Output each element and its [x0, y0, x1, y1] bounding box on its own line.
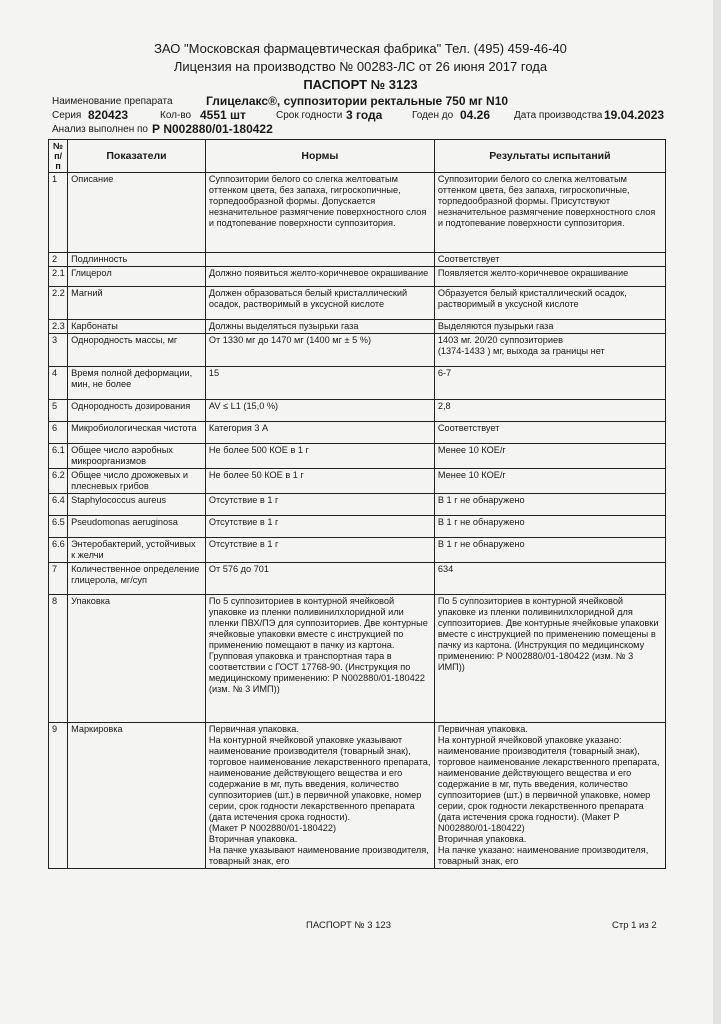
row-norm: Должны выделяться пузырьки газа — [205, 320, 434, 334]
row-number: 6.5 — [49, 516, 68, 538]
row-result: Менее 10 КОЕ/г — [434, 469, 665, 494]
product-value: Глицелакс®, суппозитории ректальные 750 мг N10 — [206, 94, 509, 108]
row-indicator: Магний — [68, 287, 206, 320]
row-norm: От 576 до 701 — [205, 563, 434, 595]
row-indicator: Pseudomonas aeruginosa — [68, 516, 206, 538]
row-indicator: Микробиологическая чистота — [68, 422, 206, 444]
row-number: 5 — [49, 400, 68, 422]
row-result: Первичная упаковка. На контурной ячейковой упаковке указано: наименование производителя (товарный знак), торговое наименование лекарственного препарата, наименование действующего вещества и его содержание в мг, путь введения, количество суппозиториев (шт.) в первичной упаковке, номер серии, срок годности лекарственного препарата (дата истечения срока годности). (Макет Р N002880/01-180422) Вторичная упаковка. На пачке указано: наименование производителя, товарный знак, его — [434, 723, 665, 869]
table-row — [49, 367, 666, 400]
table-row — [49, 723, 666, 869]
product-label: Наименование препарата — [52, 96, 173, 107]
row-indicator: Общее число аэробных микроорганизмов — [68, 444, 206, 469]
row-indicator: Общее число дрожжевых и плесневых грибов — [68, 469, 206, 494]
table-row — [49, 287, 666, 320]
header-results: Результаты испытаний — [434, 140, 665, 173]
license-line: Лицензия на производство № 00283-ЛС от 26 июня 2017 года — [173, 59, 548, 74]
footer-page-number: Стр 1 из 2 — [612, 920, 657, 931]
analysis-label: Анализ выполнен по — [52, 124, 148, 135]
table-row — [49, 173, 666, 253]
table-body — [49, 173, 666, 869]
row-indicator: Время полной деформации, мин, не более — [68, 367, 206, 400]
row-number: 4 — [49, 367, 68, 400]
row-number: 6.2 — [49, 469, 68, 494]
header-norms: Нормы — [205, 140, 434, 173]
passport-title: ПАСПОРТ № 3123 — [303, 77, 418, 92]
row-norm: Суппозитории белого со слегка желтоватым оттенком цвета, без запаха, гигроскопичные, торпедообразной формы. Допускается незначительное размягчение поверхностного слоя и подтопевание поверхности суппозитория. — [205, 173, 434, 253]
row-norm: Не более 50 КОЕ в 1 г — [205, 469, 434, 494]
shelf-life-label: Срок годности — [276, 110, 343, 121]
analysis-value: Р N002880/01-180422 — [152, 122, 273, 136]
row-indicator: Подлинность — [68, 253, 206, 267]
row-number: 7 — [49, 563, 68, 595]
row-norm: Категория 3 А — [205, 422, 434, 444]
row-result: Соответствует — [434, 422, 665, 444]
row-norm: Должен образоваться белый кристаллический осадок, растворимый в уксусной кислоте — [205, 287, 434, 320]
row-indicator: Staphylococcus aureus — [68, 494, 206, 516]
row-result: 2,8 — [434, 400, 665, 422]
valid-until-label: Годен до — [412, 110, 454, 121]
row-indicator: Количественное определение глицерола, мг/суп — [68, 563, 206, 595]
row-result: В 1 г не обнаружено — [434, 538, 665, 563]
company-line: ЗАО "Московская фармацевтическая фабрика" Тел. (495) 459-46-40 — [154, 41, 567, 56]
row-result: 634 — [434, 563, 665, 595]
table-row — [49, 444, 666, 469]
row-result: Соответствует — [434, 253, 665, 267]
row-number: 2 — [49, 253, 68, 267]
table-row — [49, 563, 666, 595]
row-result: Появляется желто-коричневое окрашивание — [434, 267, 665, 287]
table-row — [49, 267, 666, 287]
row-norm — [205, 253, 434, 267]
row-number: 3 — [49, 334, 68, 367]
header-number: № п/п — [49, 140, 68, 173]
row-norm: По 5 суппозиториев в контурной ячейковой упаковке из пленки поливинилхлоридной или пленки ПВХ/ПЭ для суппозиториев. Две контурные ячейковые упаковки вместе с инструкцией по применению помещают в пачку из картона. Групповая упаковка и транспортная тара в соответствии с ГОСТ 17768-90. (Инструкция по медицинскому применению: Р N002880/01-180422 (изм. № 3 ИМП)) — [205, 595, 434, 723]
row-result: По 5 суппозиториев в контурной ячейковой упаковке из пленки поливинилхлоридной для суппозиториев. Две контурные ячейковые упаковки вместе с инструкцией по применению помещены в пачку из картона. (Инструкция по медицинскому применению: Р N002880/01-180422 (изм. № 3 ИМП)) — [434, 595, 665, 723]
row-norm: Отсутствие в 1 г — [205, 494, 434, 516]
row-indicator: Однородность массы, мг — [68, 334, 206, 367]
row-result: Выделяются пузырьки газа — [434, 320, 665, 334]
row-norm: Отсутствие в 1 г — [205, 538, 434, 563]
qty-label: Кол-во — [160, 110, 192, 121]
shelf-life-value: 3 года — [346, 108, 383, 122]
table-row — [49, 422, 666, 444]
table-row — [49, 320, 666, 334]
row-result: Менее 10 КОЕ/г — [434, 444, 665, 469]
row-number: 6 — [49, 422, 68, 444]
row-indicator: Описание — [68, 173, 206, 253]
test-results-table — [48, 139, 666, 869]
row-number: 2.3 — [49, 320, 68, 334]
row-number: 2.1 — [49, 267, 68, 287]
row-number: 6.6 — [49, 538, 68, 563]
table-row — [49, 469, 666, 494]
row-indicator: Упаковка — [68, 595, 206, 723]
table-row — [49, 595, 666, 723]
row-result: 1403 мг. 20/20 суппозиториев (1374-1433 ) мг, выхода за границы нет — [434, 334, 665, 367]
row-number: 6.1 — [49, 444, 68, 469]
table-row — [49, 400, 666, 422]
series-label: Серия — [52, 110, 82, 121]
row-result: В 1 г не обнаружено — [434, 494, 665, 516]
table-row — [49, 253, 666, 267]
production-date-value: 19.04.2023 — [604, 108, 665, 122]
table-header-row — [49, 140, 666, 173]
qty-value: 4551 шт — [200, 108, 246, 122]
row-number: 9 — [49, 723, 68, 869]
row-result: Суппозитории белого со слегка желтоватым оттенком цвета, без запаха, гигроскопичные, торпедообразной формы. Присутствуют незначительное размягчение поверхностного слоя и подтопевание поверхности суппозитория. — [434, 173, 665, 253]
row-number: 8 — [49, 595, 68, 723]
header-indicator: Показатели — [68, 140, 206, 173]
row-result: В 1 г не обнаружено — [434, 516, 665, 538]
page-edge — [713, 0, 721, 1024]
valid-until-value: 04.26 — [460, 108, 491, 122]
row-norm: От 1330 мг до 1470 мг (1400 мг ± 5 %) — [205, 334, 434, 367]
row-indicator: Маркировка — [68, 723, 206, 869]
row-number: 6.4 — [49, 494, 68, 516]
row-indicator: Энтеробактерий, устойчивых к желчи — [68, 538, 206, 563]
row-norm: Не более 500 КОЕ в 1 г — [205, 444, 434, 469]
table-row — [49, 516, 666, 538]
row-number: 2.2 — [49, 287, 68, 320]
row-norm: AV ≤ L1 (15,0 %) — [205, 400, 434, 422]
series-value: 820423 — [88, 108, 129, 122]
row-indicator: Глицерол — [68, 267, 206, 287]
table-row — [49, 334, 666, 367]
row-norm: Отсутствие в 1 г — [205, 516, 434, 538]
row-indicator: Однородность дозирования — [68, 400, 206, 422]
footer-passport: ПАСПОРТ № 3 123 — [306, 920, 391, 931]
production-date-label: Дата производства — [514, 110, 603, 121]
row-norm: Должно появиться желто-коричневое окрашивание — [205, 267, 434, 287]
row-indicator: Карбонаты — [68, 320, 206, 334]
row-number: 1 — [49, 173, 68, 253]
row-result: 6-7 — [434, 367, 665, 400]
row-norm: 15 — [205, 367, 434, 400]
table-row — [49, 494, 666, 516]
row-result: Образуется белый кристаллический осадок, растворимый в уксусной кислоте — [434, 287, 665, 320]
table-row — [49, 538, 666, 563]
row-norm: Первичная упаковка. На контурной ячейковой упаковке указывают наименование производителя (товарный знак), торговое наименование лекарственного препарата, наименование действующего вещества и его содержание в мг, путь введения, количество суппозиториев (шт.) в первичной упаковке, номер серии, срок годности лекарственного препарата (дата истечения срока годности). (Макет Р N002880/01-180422) Вторичная упаковка. На пачке указывают наименование производителя, товарный знак, его — [205, 723, 434, 869]
